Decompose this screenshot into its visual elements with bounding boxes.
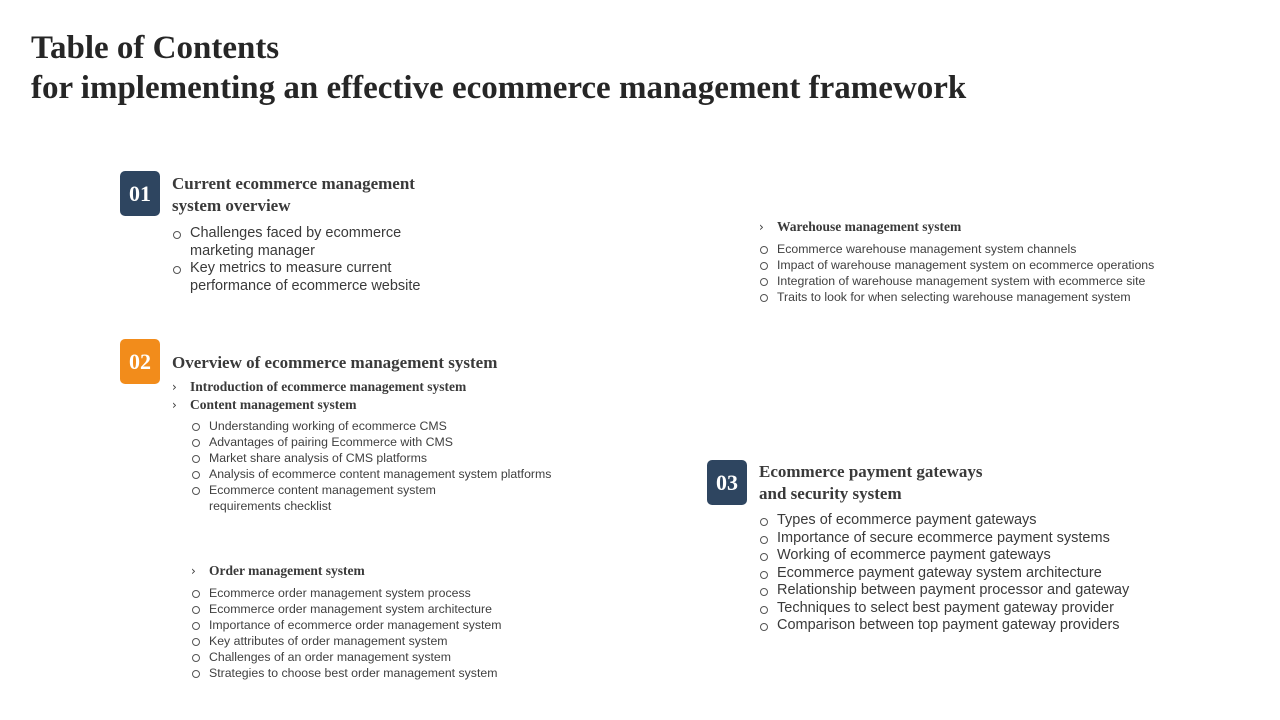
list-item: Importance of ecommerce order management system — [191, 617, 502, 633]
list-item: Understanding working of ecommerce CMS — [191, 418, 551, 434]
list-item: Analysis of ecommerce content management system platforms — [191, 466, 551, 482]
list-item: Traits to look for when selecting warehouse management system — [759, 289, 1154, 305]
order-management-items — [191, 585, 502, 681]
subsection-order-management: › Order management system — [191, 563, 365, 578]
list-item: Importance of secure ecommerce payment systems — [759, 530, 1129, 548]
list-item: Strategies to choose best order management system — [191, 665, 502, 681]
list-item: Ecommerce order management system process — [191, 585, 502, 601]
list-item: Techniques to select best payment gateway provider — [759, 600, 1129, 618]
heading-line: Ecommerce payment gateways — [759, 462, 983, 481]
list-item: Challenges of an order management system — [191, 649, 502, 665]
content-management-items — [191, 418, 551, 514]
list-item: Ecommerce content management system requirements checklist — [191, 482, 551, 514]
page-title — [31, 28, 966, 108]
heading-line: Current ecommerce management — [172, 174, 415, 193]
section-number-badge-02 — [120, 339, 160, 384]
heading-line: Overview of ecommerce management system — [172, 353, 498, 372]
chevron-right-icon: › — [172, 380, 177, 394]
section-01-items — [172, 225, 421, 295]
list-item: Comparison between top payment gateway providers — [759, 617, 1129, 635]
section-heading-03 — [759, 461, 982, 505]
list-item: Challenges faced by ecommerce marketing manager — [172, 225, 421, 260]
list-item: Key attributes of order management system — [191, 633, 502, 649]
title-line-1: Table of Contents — [31, 30, 280, 66]
list-item: Advantages of pairing Ecommerce with CMS — [191, 434, 551, 450]
list-item: Ecommerce warehouse management system channels — [759, 241, 1154, 257]
heading-line: and security system — [759, 484, 902, 503]
warehouse-management-items — [759, 241, 1154, 305]
subsection-warehouse-management: › Warehouse management system — [759, 219, 962, 234]
chevron-right-icon: › — [759, 220, 764, 234]
list-item: Market share analysis of CMS platforms — [191, 450, 551, 466]
list-item: Key metrics to measure current performance of ecommerce website — [172, 260, 421, 295]
subsection-content-management: › Content management system — [172, 397, 357, 412]
section-number: 03 — [716, 469, 738, 495]
list-item: Integration of warehouse management system with ecommerce site — [759, 273, 1154, 289]
section-number-badge-01 — [120, 171, 160, 216]
section-number: 02 — [129, 348, 151, 374]
list-item: Relationship between payment processor and gateway — [759, 582, 1129, 600]
list-item: Ecommerce order management system architecture — [191, 601, 502, 617]
heading-line: system overview — [172, 196, 291, 215]
section-heading-02 — [172, 352, 497, 374]
chevron-right-icon: › — [172, 398, 177, 412]
list-item: Working of ecommerce payment gateways — [759, 547, 1129, 565]
section-03-items — [759, 512, 1129, 635]
subsection-introduction: › Introduction of ecommerce management system — [172, 379, 467, 394]
chevron-right-icon: › — [191, 564, 196, 578]
section-number: 01 — [129, 180, 151, 206]
list-item: Types of ecommerce payment gateways — [759, 512, 1129, 530]
list-item: Impact of warehouse management system on ecommerce operations — [759, 257, 1154, 273]
section-number-badge-03 — [707, 460, 747, 505]
title-line-2: for implementing an effective ecommerce management framework — [31, 70, 967, 106]
list-item: Ecommerce payment gateway system architecture — [759, 565, 1129, 583]
section-heading-01 — [172, 173, 415, 217]
